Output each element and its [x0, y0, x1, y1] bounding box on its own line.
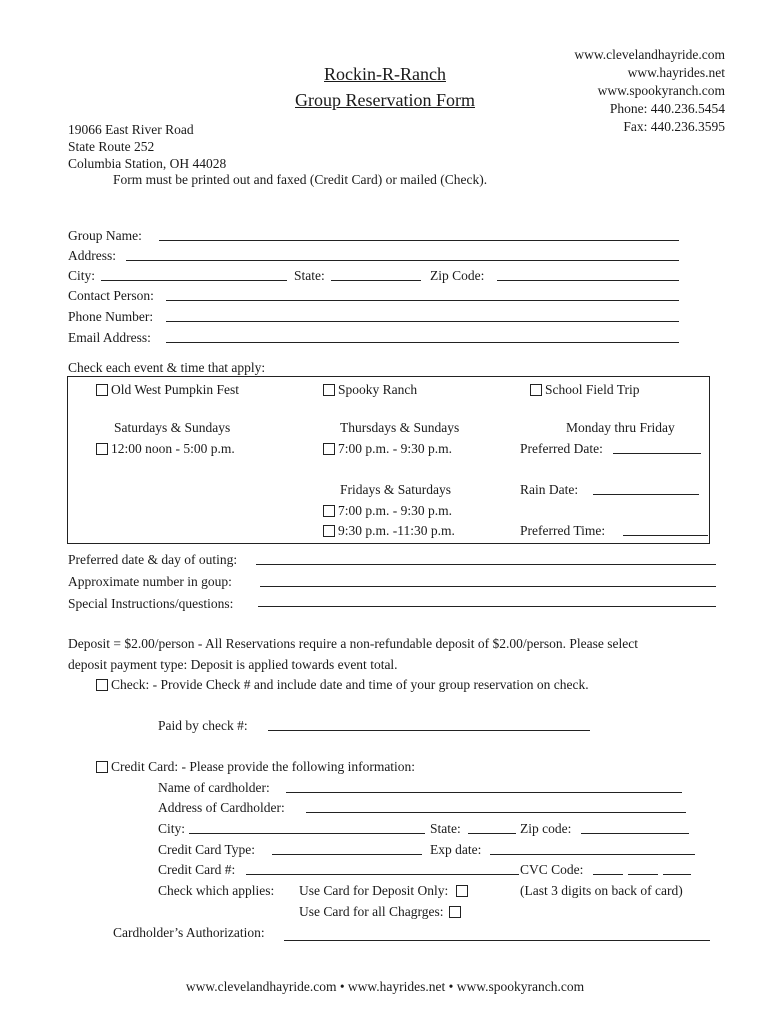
state-field[interactable] — [331, 280, 421, 281]
use-deposit-checkbox[interactable] — [456, 885, 468, 897]
contact-line: Fax: 440.236.3595 — [623, 119, 725, 134]
pumpkin-fest-days: Saturdays & Sundays — [114, 420, 231, 435]
check-payment-checkbox[interactable] — [96, 679, 108, 691]
special-instructions-field[interactable] — [258, 606, 716, 607]
special-instructions-label: Special Instructions/questions: — [68, 596, 234, 611]
spooky-time-3-label: 9:30 p.m. -11:30 p.m. — [338, 523, 455, 538]
exp-date-label: Exp date: — [430, 842, 482, 857]
contact-person-field[interactable] — [166, 300, 679, 301]
card-city-label: City: — [158, 821, 186, 836]
address-field[interactable] — [126, 260, 679, 261]
rain-date-label: Rain Date: — [520, 482, 579, 497]
cardholder-address-label: Address of Cardholder: — [158, 800, 285, 815]
preferred-outing-label: Preferred date & day of outing: — [68, 552, 238, 567]
event-school-field-trip — [530, 382, 640, 398]
event-spooky-ranch — [323, 382, 417, 398]
check-option — [96, 677, 589, 693]
cvc-label: CVC Code: — [520, 862, 584, 877]
check-number-field[interactable] — [268, 730, 590, 731]
authorization-field[interactable] — [284, 940, 710, 941]
pumpkin-fest-checkbox[interactable] — [96, 384, 108, 396]
card-number-label: Credit Card #: — [158, 862, 236, 877]
use-deposit-option — [299, 883, 471, 899]
spooky-time-2-checkbox[interactable] — [323, 505, 335, 517]
address-line: State Route 252 — [68, 139, 155, 154]
preferred-outing-field[interactable] — [256, 564, 716, 565]
address-block — [68, 121, 226, 172]
spooky-days-2: Fridays & Saturdays — [340, 482, 451, 497]
email-label: Email Address: — [68, 330, 151, 345]
spooky-ranch-label: Spooky Ranch — [338, 382, 418, 397]
zip-label: Zip Code: — [430, 268, 485, 283]
address-line: Columbia Station, OH 44028 — [68, 156, 227, 171]
phone-label: Phone Number: — [68, 309, 154, 324]
contact-line: www.spookyranch.com — [597, 83, 725, 98]
use-deposit-label: Use Card for Deposit Only: — [299, 883, 449, 898]
exp-date-field[interactable] — [490, 854, 695, 855]
check-number-label: Paid by check #: — [158, 718, 248, 733]
preferred-date-field[interactable] — [613, 453, 701, 454]
contact-line: www.clevelandhayride.com — [574, 47, 725, 62]
rain-date-field[interactable] — [593, 494, 699, 495]
cardholder-address-field[interactable] — [306, 812, 686, 813]
phone-field[interactable] — [166, 321, 679, 322]
group-size-label: Approximate number in goup: — [68, 574, 232, 589]
cardholder-name-field[interactable] — [286, 792, 682, 793]
card-state-field[interactable] — [468, 833, 516, 834]
address-line: 19066 East River Road — [68, 122, 194, 137]
address-label: Address: — [68, 248, 116, 263]
card-zip-field[interactable] — [581, 833, 689, 834]
pumpkin-fest-time-option — [96, 441, 235, 457]
page-subtitle: Group Reservation Form — [295, 90, 475, 110]
deposit-text-2: deposit payment type: Deposit is applied towards event total. — [68, 657, 398, 672]
cvc-note: (Last 3 digits on back of card) — [520, 883, 683, 898]
cvc-field-1[interactable] — [593, 874, 623, 875]
card-number-field[interactable] — [246, 874, 519, 875]
credit-card-label: Credit Card: - Please provide the following information: — [111, 759, 416, 774]
spooky-time-3-checkbox[interactable] — [323, 525, 335, 537]
preferred-time-label: Preferred Time: — [520, 523, 606, 538]
spooky-time-2-label: 7:00 p.m. - 9:30 p.m. — [338, 503, 452, 518]
zip-field[interactable] — [497, 280, 679, 281]
card-state-label: State: — [430, 821, 461, 836]
use-all-checkbox[interactable] — [449, 906, 461, 918]
check-applies-label: Check which applies: — [158, 883, 275, 898]
use-all-option — [299, 904, 464, 920]
card-type-field[interactable] — [272, 854, 422, 855]
state-label: State: — [294, 268, 325, 283]
event-pumpkin-fest — [96, 382, 239, 398]
email-field[interactable] — [166, 342, 679, 343]
pumpkin-fest-time-checkbox[interactable] — [96, 443, 108, 455]
card-city-field[interactable] — [189, 833, 425, 834]
group-size-field[interactable] — [260, 586, 716, 587]
events-heading: Check each event & time that apply: — [68, 360, 266, 375]
spooky-time-option-2 — [323, 503, 452, 519]
card-zip-label: Zip code: — [520, 821, 572, 836]
school-trip-checkbox[interactable] — [530, 384, 542, 396]
deposit-text-1: Deposit = $2.00/person - All Reservations require a non-refundable deposit of $2.00/person. Please select — [68, 636, 638, 651]
group-name-field[interactable] — [159, 240, 679, 241]
card-type-label: Credit Card Type: — [158, 842, 256, 857]
spooky-time-1-label: 7:00 p.m. - 9:30 p.m. — [338, 441, 452, 456]
contact-block — [574, 46, 725, 136]
city-label: City: — [68, 268, 96, 283]
submission-note: Form must be printed out and faxed (Credit Card) or mailed (Check). — [113, 172, 488, 187]
check-payment-label: Check: - Provide Check # and include date and time of your group reservation on check. — [111, 677, 589, 692]
spooky-time-option-3 — [323, 523, 455, 539]
cardholder-name-label: Name of cardholder: — [158, 780, 270, 795]
cvc-field-2[interactable] — [628, 874, 658, 875]
preferred-time-field[interactable] — [623, 535, 708, 536]
spooky-days-1: Thursdays & Sundays — [340, 420, 460, 435]
page-title: Rockin-R-Ranch — [324, 64, 446, 84]
contact-line: Phone: 440.236.5454 — [609, 101, 725, 116]
preferred-date-label: Preferred Date: — [520, 441, 603, 456]
city-field[interactable] — [101, 280, 287, 281]
contact-person-label: Contact Person: — [68, 288, 154, 303]
authorization-label: Cardholder’s Authorization: — [113, 925, 265, 940]
spooky-time-1-checkbox[interactable] — [323, 443, 335, 455]
group-name-label: Group Name: — [68, 228, 142, 243]
school-trip-label: School Field Trip — [545, 382, 640, 397]
contact-line: www.hayrides.net — [627, 65, 725, 80]
credit-card-checkbox[interactable] — [96, 761, 108, 773]
school-trip-days: Monday thru Friday — [566, 420, 675, 435]
spooky-ranch-checkbox[interactable] — [323, 384, 335, 396]
use-all-label: Use Card for all Chagrges: — [299, 904, 444, 919]
pumpkin-fest-time-label: 12:00 noon - 5:00 p.m. — [111, 441, 235, 456]
pumpkin-fest-label: Old West Pumpkin Fest — [111, 382, 240, 397]
spooky-time-option-1 — [323, 441, 452, 457]
cvc-field-3[interactable] — [663, 874, 691, 875]
credit-option — [96, 759, 415, 775]
footer-links: www.clevelandhayride.com • www.hayrides.net • www.spookyranch.com — [185, 979, 585, 994]
